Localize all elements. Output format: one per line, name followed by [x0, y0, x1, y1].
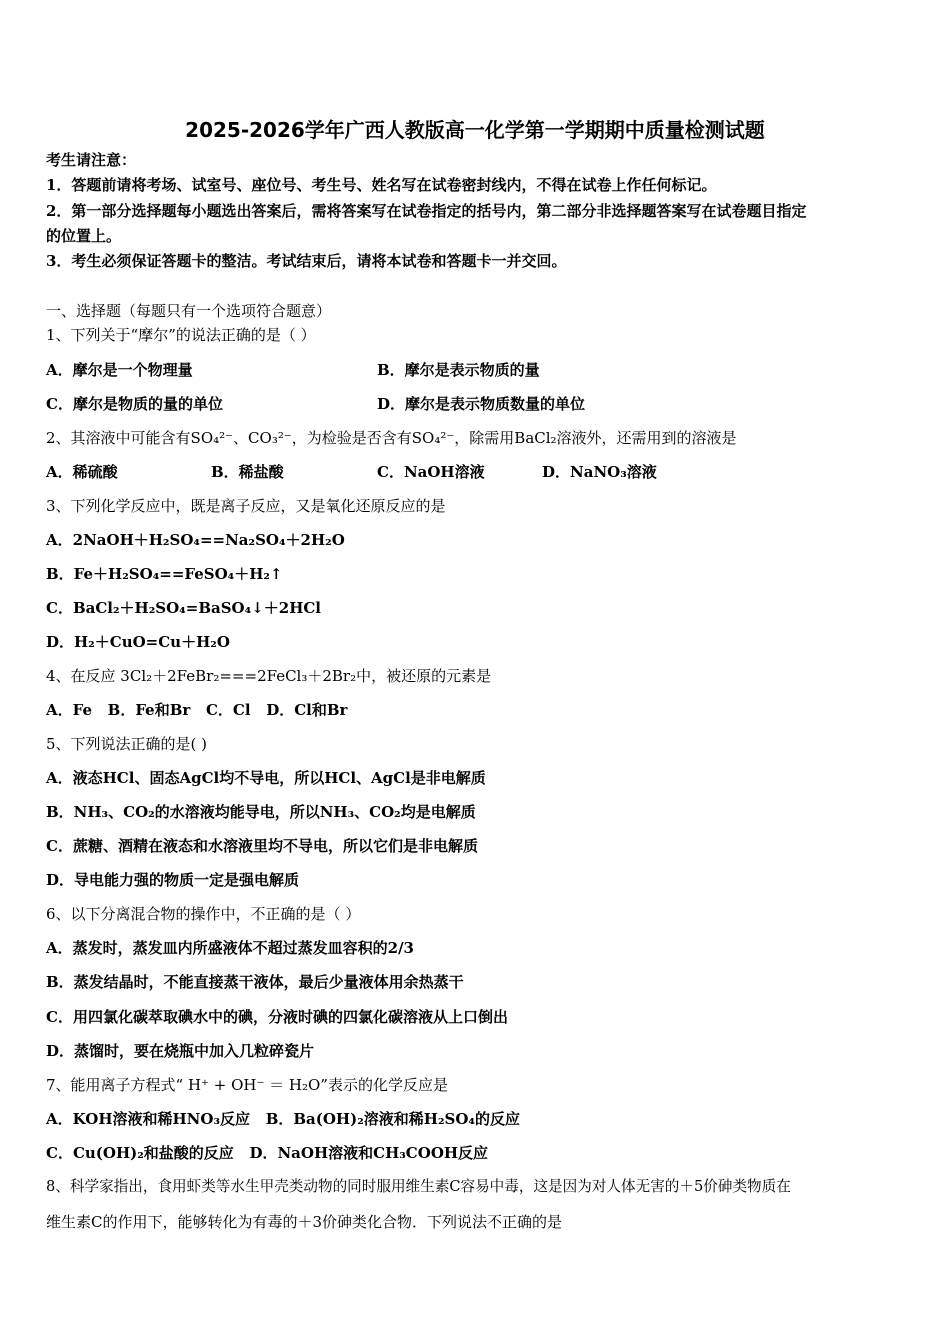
- option: D．导电能力强的物质一定是强电解质: [46, 871, 300, 889]
- notice-item: 3．考生必须保证答题卡的整洁。考试结束后，请将本试卷和答题卡一并交回。: [46, 252, 567, 270]
- option: A．液态HCl、固态AgCl均不导电，所以HCl、AgCl是非电解质: [46, 769, 486, 787]
- notice-item: 的位置上。: [46, 227, 122, 245]
- option: C．BaCl₂＋H₂SO₄=BaSO₄↓＋2HCl: [46, 599, 322, 617]
- question-stem-continued: 维生素C的作用下，能够转化为有毒的＋3价砷类化合物．下列说法不正确的是: [46, 1213, 563, 1231]
- question-stem: 5、下列说法正确的是( ): [46, 735, 208, 753]
- question-stem: 3、下列化学反应中，既是离子反应，又是氧化还原反应的是: [46, 497, 446, 515]
- notice-item: 1．答题前请将考场、试室号、座位号、考生号、姓名写在试卷密封线内，不得在试卷上作任何标记。: [46, 176, 717, 194]
- option: C．蔗糖、酒精在液态和水溶液里均不导电，所以它们是非电解质: [46, 837, 478, 855]
- option: C．Cu(OH)₂和盐酸的反应 D．NaOH溶液和CH₃COOH反应: [46, 1144, 489, 1162]
- option: A．KOH溶液和稀HNO₃反应 B．Ba(OH)₂溶液和稀H₂SO₄的反应: [46, 1110, 520, 1128]
- option: A．稀硫酸: [46, 463, 118, 481]
- section-heading: 一、选择题（每题只有一个选项符合题意）: [46, 302, 332, 320]
- question-stem: 1、下列关于“摩尔”的说法正确的是（ ）: [46, 326, 316, 344]
- option: B．摩尔是表示物质的量: [377, 361, 540, 379]
- option: A．Fe B．Fe和Br C．Cl D．Cl和Br: [46, 701, 348, 719]
- option: A．2NaOH＋H₂SO₄==Na₂SO₄＋2H₂O: [46, 531, 345, 549]
- option: B．NH₃、CO₂的水溶液均能导电，所以NH₃、CO₂均是电解质: [46, 803, 476, 821]
- notice-heading: 考生请注意：: [46, 151, 137, 169]
- question-stem: 8、科学家指出，食用虾类等水生甲壳类动物的同时服用维生素C容易中毒，这是因为对人体无害的＋5价砷类物质在: [46, 1178, 791, 1195]
- option: D．H₂＋CuO=Cu＋H₂O: [46, 633, 230, 651]
- option: D．NaNO₃溶液: [542, 463, 657, 481]
- question-stem: 7、能用离子方程式“ H⁺ + OH⁻ ＝ H₂O”表示的化学反应是: [46, 1076, 448, 1094]
- option: C．用四氯化碳萃取碘水中的碘，分液时碘的四氯化碳溶液从上口倒出: [46, 1008, 508, 1026]
- option: D．摩尔是表示物质数量的单位: [377, 395, 586, 413]
- option: B．蒸发结晶时，不能直接蒸干液体，最后少量液体用余热蒸干: [46, 973, 464, 991]
- option: A．蒸发时，蒸发皿内所盛液体不超过蒸发皿容积的2/3: [46, 939, 414, 957]
- option: A．摩尔是一个物理量: [46, 361, 193, 379]
- option: C．摩尔是物质的量的单位: [46, 395, 223, 413]
- option: B．Fe＋H₂SO₄==FeSO₄＋H₂↑: [46, 565, 283, 583]
- notice-item: 2．第一部分选择题每小题选出答案后，需将答案写在试卷指定的括号内，第二部分非选择题答案写在试卷题目指定: [46, 202, 807, 220]
- question-stem: 2、其溶液中可能含有SO₄²⁻、CO₃²⁻，为检验是否含有SO₄²⁻，除需用BaCl₂溶液外，还需用到的溶液是: [46, 429, 737, 447]
- option: D．蒸馏时，要在烧瓶中加入几粒碎瓷片: [46, 1042, 315, 1060]
- page-title: 2025-2026学年广西人教版高一化学第一学期期中质量检测试题: [185, 118, 765, 142]
- question-stem: 4、在反应 3Cl₂＋2FeBr₂===2FeCl₃＋2Br₂中，被还原的元素是: [46, 667, 492, 685]
- question-stem: 6、以下分离混合物的操作中，不正确的是（ ）: [46, 905, 361, 923]
- option: C．NaOH溶液: [377, 463, 485, 481]
- option: B．稀盐酸: [211, 463, 284, 481]
